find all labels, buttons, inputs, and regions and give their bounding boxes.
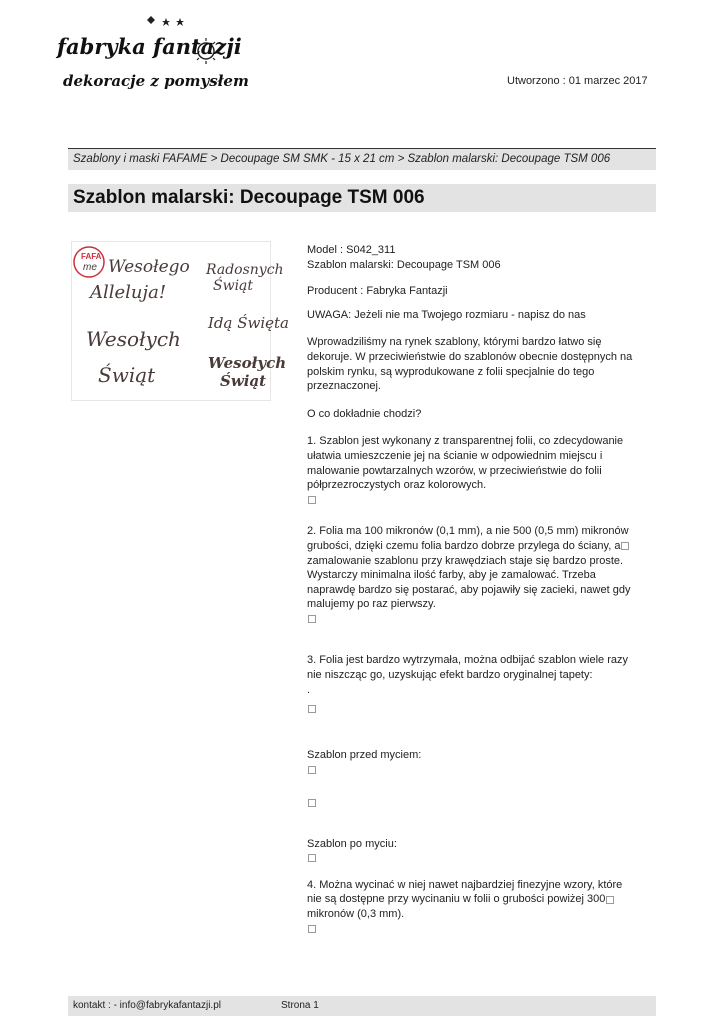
- missing-glyph-icon: [606, 896, 614, 904]
- missing-glyph-icon: [308, 854, 316, 862]
- phrase-wesolych-1: Wesołych: [86, 327, 181, 351]
- point-3: 3. Folia jest bardzo wytrzymała, można odbijać szablon wiele razy nie niszcząc go, uzyskując efekt bardzo oryginalnej tapety:: [307, 654, 628, 682]
- phrase-wesolego: Wesołego: [108, 257, 190, 277]
- model-line: Model : S042_311: [307, 244, 396, 256]
- point-2-part-b: zamalowanie szablonu przy krawędziach staje się bardzo proste. Wystarczy minimalna ilość farby, aby je zamalować. Trzeba naprawdę bardzo się postarać, aby pojawiły się zacieki, nawet gdy malujemy po raz pierwszy.: [307, 554, 631, 611]
- footer-contact[interactable]: kontakt : - info@fabrykafantazji.pl: [73, 1000, 221, 1011]
- created-date: Utworzono : 01 marzec 2017: [507, 75, 648, 87]
- missing-glyph-row: [307, 851, 637, 866]
- missing-glyph-icon: [308, 705, 316, 713]
- phrase-swiat-1: Świąt: [213, 278, 254, 294]
- logo-ornament-diamond: [147, 16, 155, 24]
- point-1: 1. Szablon jest wykonany z transparentnej folii, co zdecydowanie ułatwia umieszczenie jej na ścianie w odpowiednim miejscu i malowanie powtarzalnych wzorów, w przeciwieństwie do folii półprzezroczystych oraz kolorowych.: [307, 435, 624, 492]
- fabryka-fantazji-logo[interactable]: [55, 14, 249, 98]
- intro-paragraph: Wprowadziliśmy na rynek szablony, którymi bardzo łatwo się dekoruje. W przeciwieństwie do szablonów obecnie dostępnych na polskim rynku, są wyprodukowane z folii specjalnie do tego przeznaczonej.: [307, 336, 633, 393]
- phrase-wesolych-2: Wesołych: [208, 354, 287, 372]
- footer-page-number: Strona 1: [281, 1000, 319, 1011]
- missing-glyph-icon: [308, 496, 316, 504]
- breadcrumb[interactable]: Szablony i maski FAFAME > Decoupage SM SMK - 15 x 21 cm > Szablon malarski: Decoupage TSM 006: [68, 148, 656, 170]
- page-footer: [68, 996, 656, 1016]
- page-title: Szablon malarski: Decoupage TSM 006: [73, 187, 425, 208]
- missing-glyph-icon: [308, 615, 316, 623]
- logo-tagline-text: dekoracje z pomysłem: [63, 72, 249, 90]
- point-3-dot: .: [307, 683, 311, 696]
- logo-ornament-star: [162, 18, 170, 26]
- product-image[interactable]: [71, 241, 289, 401]
- missing-glyph-row: [307, 702, 637, 717]
- point-4-part-a: 4. Można wycinać w niej nawet najbardziej finezyjne wzory, które nie są dostępne przy wycinaniu w folii o grubości powiżej 300: [307, 878, 623, 906]
- product-description: [307, 243, 637, 936]
- logo-graphic: [55, 14, 249, 98]
- point-4: [307, 878, 637, 922]
- point-4-part-b: mikronów (0,3 mm).: [307, 908, 405, 920]
- missing-glyph-row: [307, 762, 637, 777]
- after-wash-label: Szablon po myciu:: [307, 837, 397, 850]
- missing-glyph-icon: [308, 799, 316, 807]
- missing-glyph-row: [307, 493, 637, 508]
- stencil-preview: [72, 242, 289, 400]
- missing-glyph-row: [307, 922, 637, 937]
- phrase-swiat-2: Świąt: [98, 363, 156, 387]
- phrase-swiat-3: Świąt: [220, 372, 267, 390]
- phrase-ida-swieta: Idą Święta: [208, 314, 289, 332]
- size-note[interactable]: UWAGA: Jeżeli nie ma Twojego rozmiaru - napisz do nas: [307, 308, 586, 321]
- missing-glyph-icon: [621, 542, 629, 550]
- question-line: O co dokładnie chodzi?: [307, 407, 422, 420]
- fafame-badge-bottom: me: [83, 262, 97, 273]
- title-bar: [68, 184, 656, 212]
- producer-line: Producent : Fabryka Fantazji: [307, 285, 448, 298]
- missing-glyph-icon: [308, 766, 316, 774]
- fafame-badge-top: FAFA: [81, 252, 102, 261]
- product-name-line: Szablon malarski: Decoupage TSM 006: [307, 258, 501, 271]
- logo-brand-text: fabryka fantazji: [57, 34, 242, 59]
- logo-ornament-star-2: [176, 18, 184, 26]
- missing-glyph-row: [307, 796, 637, 811]
- point-2-part-a: 2. Folia ma 100 mikronów (0,1 mm), a nie 500 (0,5 mm) mikronów grubości, dzięki czemu folia bardzo dobrze przylega do ściany, a: [307, 525, 629, 552]
- missing-glyph-icon: [308, 925, 316, 933]
- phrase-alleluja: Alleluja!: [90, 282, 167, 303]
- before-wash-label: Szablon przed myciem:: [307, 748, 422, 761]
- phrase-radosnych: Radosnych: [206, 262, 284, 278]
- missing-glyph-row: [307, 612, 637, 627]
- point-2: [307, 524, 637, 612]
